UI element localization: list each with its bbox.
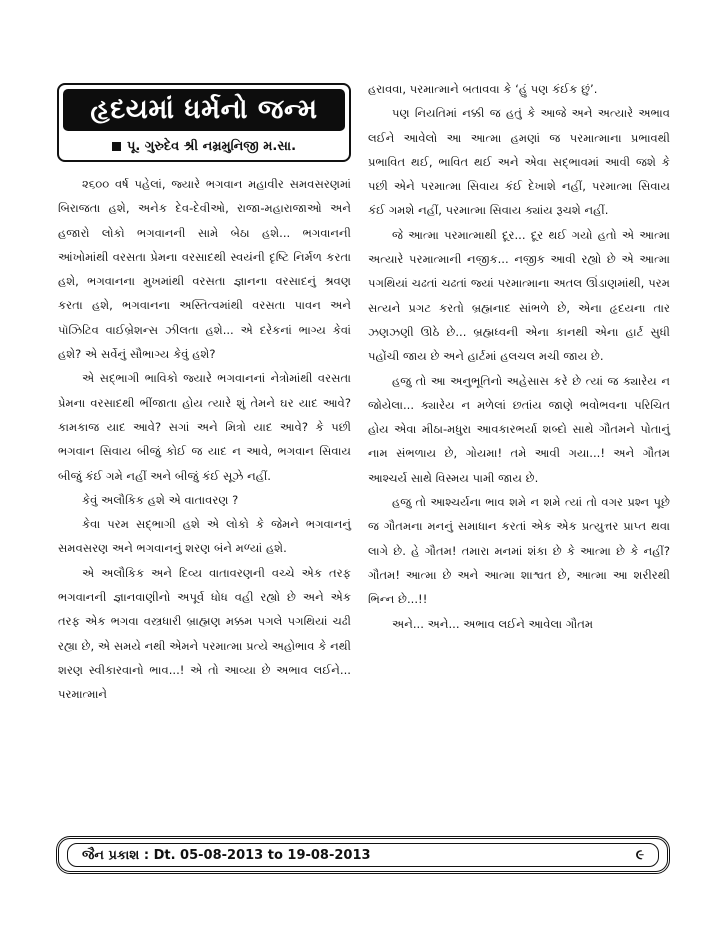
footer-inner (67, 843, 659, 867)
author-name: પૂ. ગુરુદેવ શ્રી નમ્રમુનિજી મ.સા. (126, 138, 297, 154)
paragraph: કેવા પરમ સદ્ભાગી હશે એ લોકો કે જેમને ભગવાનનું સમવસરણ અને ભગવાનનું શરણ બંને મળ્યાં હશે. (58, 517, 351, 556)
footer-frame (56, 836, 670, 874)
paragraph: કેવું અલૌકિક હશે એ વાતાવરણ ? (82, 492, 239, 507)
paragraph: હરાવવા, પરમાત્માને બતાવવા કે ‘હું પણ કંઈક છું’. (368, 82, 598, 96)
paragraph: પણ નિયતિમાં નક્કી જ હતું કે આજે અને અત્યારે અભાવ લઈને આવેલો આ આત્મા હમણાં જ પરમાત્માના પ્રભાવથી પ્રભાવિત થઈ, ભાવિત થઈ અને એવા સદ્ભાવમાં આવી જશે કે પછી એને પરમાત્મા સિવાય કંઈ દેખાશે નહીં, પરમાત્મા સિવાય કંઈ ગમશે નહીં, પરમાત્મા સિવાય ક્યાંય રૂચશે નહીં. (368, 106, 670, 218)
article-title-box (57, 83, 351, 162)
author-line (63, 134, 345, 158)
paragraph: હજુ તો આશ્ચર્યના ભાવ શમે ન શમે ત્યાં તો વગર પ્રશ્ન પૂછે જ ગૌતમના મનનું સમાધાન કરતાં એક એક પ્રત્યુત્તર પ્રાપ્ત થવા લાગે છે. હે ગૌતમ! તમારા મનમાં શંકા છે કે આત્મા છે કે નહીં? ગૌતમ! આત્મા છે અને આત્મા શાશ્વત છે, આત્મા આ શરીરથી ભિન્ન છે...!! (368, 495, 670, 607)
article-title: હૃદયમાં ધર્મનો જન્મ (63, 89, 345, 131)
left-column (58, 172, 351, 707)
paragraph: એ સદ્ભાગી ભાવિકો જ્યારે ભગવાનનાં નેત્રોમાંથી વરસતા પ્રેમના વરસાદથી ભીંજાતા હોય ત્યારે શું તેમને ઘર યાદ આવે? કામકાજ યાદ આવે? સગાં અને મિત્રો યાદ આવે? કે પછી ભગવાન સિવાય બીજું કોઈ જ યાદ ન આવે, ભગવાન સિવાય બીજું કંઈ ગમે નહીં અને બીજું કંઈ સૂઝે નહીં. (58, 371, 351, 483)
bullet-square-icon (112, 142, 121, 151)
right-column (368, 77, 670, 636)
paragraph: જે આત્મા પરમાત્માથી દૂર... દૂર થઈ ગયો હતો એ આત્મા અત્યારે પરમાત્માની નજીક... નજીક આવી રહ્યો છે એ આત્મા પગથિયાં ચઢતાં ચઢતાં જ્યાં પરમાત્માના અતલ ઊંડાણમાંથી, પરમ સત્યને પ્રગટ કરતો બ્રહ્મનાદ સાંભળે છે, એના હૃદયના તાર ઝણઝણી ઊઠે છે... બ્રહ્મધ્વની એના કાનથી એના હાર્ટ સુધી પહોંચી જાય છે અને હાર્ટમાં હલચલ મચી જાય છે. (368, 227, 670, 364)
paragraph: ૨૬૦૦ વર્ષ પહેલાં, જ્યારે ભગવાન મહાવીર સમવસરણમાં બિરાજતા હશે, અનેક દેવ-દેવીઓ, રાજા-મહારાજાઓ અને હજારો લોકો ભગવાનની સામે બેઠા હશે... ભગવાનની આંખોમાંથી વરસતા પ્રેમના વરસાદથી સ્વયંની દૃષ્ટિ નિર્મળ કરતા હશે, ભગવાનના મુખમાંથી વરસતા જ્ઞાનના વરસાદનું શ્રવણ કરતા હશે, ભગવાનના અસ્તિત્વમાંથી વરસતા પાવન અને પૉઝિટિવ વાઈબ્રેશન્સ ઝીલતા હશે... એ દરેકનાં ભાગ્ય કેવાં હશે? એ સર્વેનું સૌભાગ્ય કેવું હશે? (58, 177, 351, 362)
publication-info: જૈન પ્રકાશ : Dt. 05-08-2013 to 19-08-2013 (82, 847, 371, 863)
page-number: ૯ (635, 847, 644, 863)
paragraph: એ અલૌકિક અને દિવ્ય વાતાવરણની વચ્ચે એક તરફ ભગવાનની જ્ઞાનવાણીનો અપૂર્વ ધોધ વહી રહ્યો છે અને એક તરફ એક ભગવા વસ્ત્રધારી બ્રાહ્મણ મક્કમ પગલે પગથિયાં ચઢી રહ્યા છે, એ સમયે નથી એમને પરમાત્મા પ્રત્યે અહોભાવ કે નથી શરણ સ્વીકારવાનો ભાવ...! એ તો આવ્યા છે અભાવ લઈને... પરમાત્માને (58, 565, 351, 702)
paragraph: અને... અને... અભાવ લઈને આવેલા ગૌતમ (392, 616, 594, 631)
paragraph: હજુ તો આ અનુભૂતિનો અહેસાસ કરે છે ત્યાં જ ક્યારેય ન જોયેલા... ક્યારેય ન મળેલાં છતાંય જાણે ભવોભવના પરિચિત હોય એવા મીઠા-મધુરા આવકારભર્યા શબ્દો સાથે ગૌતમને પોતાનું નામ સંભળાય છે, ગોયમા! તમે આવી ગયા...! અને ગૌતમ આશ્ચર્ય સાથે વિસ્મય પામી જાય છે. (368, 373, 670, 485)
